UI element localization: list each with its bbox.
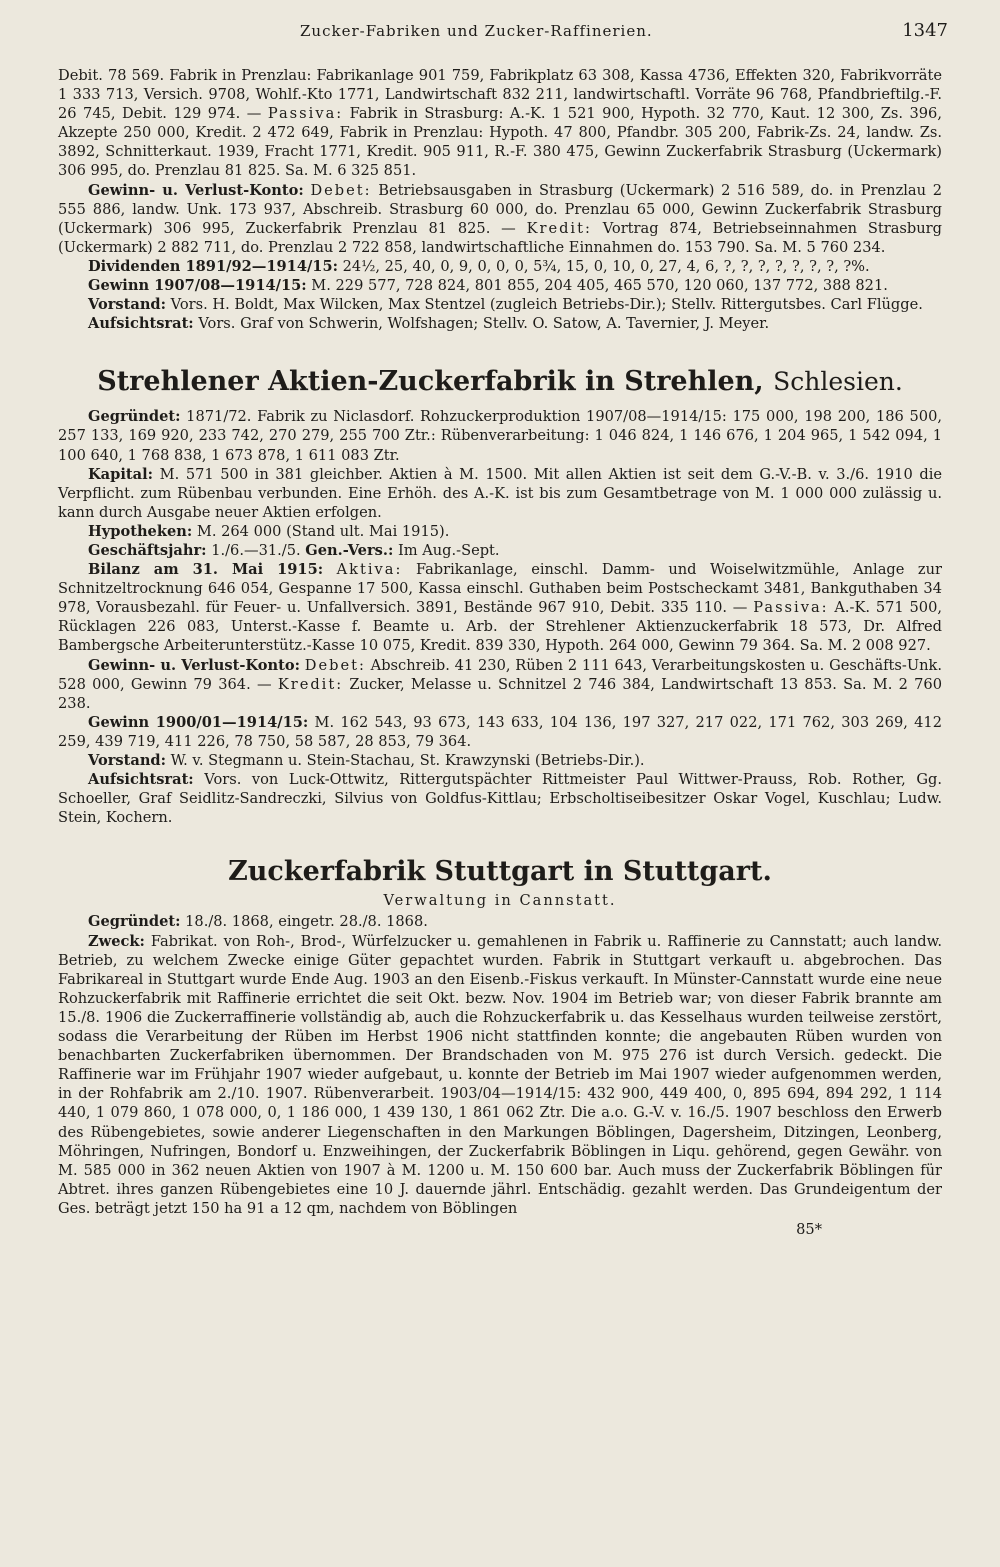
strehlen-ar-text: Vors. von Luck-Ottwitz, Rittergutspächter Rittmeister Paul Wittwer-Prauss, Rob. Rother, Gg. Schoeller, Graf Seidlitz-Sandreczki, Silvius von Goldfus-Kittlau; Erbscholtiseibesitzer Oskar Vogel, Kuschlau; Ludw. Stein, Kochern.: [58, 771, 942, 827]
prev-gv-text2: Vortrag 874, Betriebseinnahmen Strasburg (Uckermark) 2 882 711, do. Prenzlau 2 722 858, landwirtschaftliche Einnahmen do. 153 790. Sa. M. 5 760 234.: [58, 219, 942, 256]
prev-gv-text1: Betriebsausgaben in Strasburg (Uckermark) 2 516 589, do. in Prenzlau 2 555 886, landw. Unk. 173 937, Abschreib. Strasburg 60 000, do. Prenzlau 65 000, Gewinn Zuckerfabrik Strasburg (Uckermark) 306 995, Zuckerfabrik Prenzlau 81 825. —: [58, 181, 942, 237]
strehlen-aktiva-label: Aktiva:: [336, 561, 403, 579]
prev-bilanz-paragraph: [58, 66, 942, 181]
prev-div-label: Dividenden 1891/92—1914/15:: [88, 257, 338, 275]
strehlen-bilanz-paragraph: [58, 560, 942, 655]
strehlen-kapital-label: Kapital:: [88, 465, 154, 483]
running-title: Zucker-Fabriken und Zucker-Raffinerien.: [300, 22, 653, 40]
strehlen-bilanz-text1: Fabrikanlage, einschl. Damm- und Woiselwitzmühle, Anlage zur Schnitzeltrocknung 646 054, Gespanne 17 500, Kassa einschl. Guthaben beim Postscheckamt 3481, Bankguthaben 34 978, Vorausbezahl. für Feuer- u. Unfallversich. 3891, Bestände 967 910, Debit. 335 110. —: [58, 561, 942, 617]
prev-aufsichtsrat-paragraph: [58, 314, 942, 333]
prev-gv-paragraph: [58, 181, 942, 257]
strehlen-guv-debet: Debet:: [304, 656, 366, 674]
strehlen-gj-text: 1./6.—31./5.: [206, 541, 306, 559]
stuttgart-gegr-text: 18./8. 1868, eingetr. 28./8. 1868.: [180, 913, 428, 931]
strehlen-guv-text2: Zucker, Melasse u. Schnitzel 2 746 384, Landwirtschaft 13 853. Sa. M. 2 760 238.: [58, 675, 942, 712]
stuttgart-gegruendet-paragraph: [58, 912, 942, 931]
prev-ar-text: Vors. Graf von Schwerin, Wolfshagen; Stellv. O. Satow, A. Tavernier, J. Meyer.: [193, 315, 770, 333]
strehlen-gegr-label: Gegründet:: [88, 408, 181, 426]
strehlen-gewinn-label: Gewinn 1900/01—1914/15:: [88, 713, 309, 731]
prev-div-text: 24½, 25, 40, 0, 9, 0, 0, 0, 5¾, 15, 0, 10, 0, 27, 4, 6, ?, ?, ?, ?, ?, ?, ?, ?%.: [338, 257, 870, 275]
strehlen-hypotheken-paragraph: [58, 522, 942, 541]
strehlen-hyp-text: M. 264 000 (Stand ult. Mai 1915).: [192, 522, 450, 540]
stuttgart-title: Zuckerfabrik Stuttgart in Stuttgart.: [228, 856, 772, 888]
strehlen-genvers-label: Gen.-Vers.:: [305, 541, 394, 559]
strehlen-vorstand-paragraph: [58, 751, 942, 770]
prev-vorstand-text: Vors. H. Boldt, Max Wilcken, Max Stentzel (zugleich Betriebs-Dir.); Stellv. Rittergutsbes. Carl Flügge.: [166, 296, 923, 314]
prev-debit-text: Debit. 78 569. Fabrik in Prenzlau: Fabrikanlage 901 759, Fabrikplatz 63 308, Kassa 4736, Effekten 320, Fabrikvorräte 1 333 713, Versich. 9708, Wohlf.-Kto 1771, Landwirtschaft 832 211, landwirtschaftl. Vorräte 96 768, Pfandbrieftilg.-F. 26 745, Debit. 129 974. —: [58, 67, 942, 123]
page-number: 1347: [902, 20, 948, 41]
strehlen-gegruendet-paragraph: [58, 407, 942, 464]
strehlen-guv-label: Gewinn- u. Verlust-Konto:: [88, 656, 300, 674]
prev-gv-kredit: Kredit:: [526, 219, 592, 237]
strehlen-title-main: Strehlener Aktien-Zuckerfabrik in Strehlen,: [97, 366, 764, 398]
prev-passiva-label: Passiva:: [267, 105, 344, 123]
strehlen-gegr-text: 1871/72. Fabrik zu Niclasdorf. Rohzuckerproduktion 1907/08—1914/15: 175 000, 198 200, 186 500, 257 133, 169 920, 233 742, 270 279, 255 700 Ztr.: Rübenverarbeitung: 1 046 824, 1 146 676, 1 204 965, 1 542 094, 1 100 640, 1 768 838, 1 673 878, 1 611 083 Ztr.: [58, 408, 942, 464]
strehlen-bilanz-text2: A.-K. 571 500, Rücklagen 226 083, Unterst.-Kasse f. Beamte u. Arb. der Strehlener Aktienzuckerfabrik 18 573, Dr. Alfred Bambergsche Arbeiterunterstütz.-Kasse 10 075, Kredit. 839 330, Hypoth. 264 000, Gewinn 79 364. Sa. M. 2 008 927.: [58, 599, 942, 655]
strehlen-genvers-text: Im Aug.-Sept.: [393, 541, 500, 559]
strehlen-hyp-label: Hypotheken:: [88, 522, 193, 540]
prev-gv-debet: Debet:: [310, 181, 372, 199]
prev-dividenden-paragraph: [58, 257, 942, 276]
strehlen-kapital-paragraph: [58, 465, 942, 522]
strehlen-bilanz-label: Bilanz am 31. Mai 1915:: [88, 561, 324, 579]
strehlen-title-sub: Schlesien.: [773, 367, 903, 397]
strehlen-vorstand-text: W. v. Stegmann u. Stein-Stachau, St. Krawzynski (Betriebs-Dir.).: [166, 752, 645, 769]
prev-gewinn-label: Gewinn 1907/08—1914/15:: [88, 277, 307, 295]
strehlen-guv-paragraph: [58, 656, 942, 713]
strehlen-kapital-text: M. 571 500 in 381 gleichber. Aktien à M. 1500. Mit allen Aktien ist seit dem G.-V.-B. v. 3./6. 1910 die Verpflicht. zum Rübenbau verbunden. Eine Erhöh. des A.-K. ist bis zum Gesamtbetrage von M. 1 000 000 zulässig u. kann durch Ausgabe neuer Aktien erfolgen.: [58, 465, 942, 521]
stuttgart-zweck-label: Zweck:: [88, 932, 145, 950]
prev-passiva-text: Fabrik in Strasburg: A.-K. 1 521 900, Hypoth. 32 770, Kaut. 12 300, Zs. 396, Akzepte 250 000, Kredit. 2 472 649, Fabrik in Prenzlau: Hypoth. 47 800, Pfandbr. 305 200, Fabrik-Zs. 24, landw. Zs. 3892, Schnitterkaut. 1939, Fracht 1771, Kredit. 905 911, R.-F. 380 475, Gewinn Zuckerfabrik Strasburg (Uckermark) 306 995, do. Prenzlau 81 825. Sa. M. 6 325 851.: [58, 105, 942, 180]
prev-gv-label: Gewinn- u. Verlust-Konto:: [88, 181, 304, 199]
strehlen-title: [58, 365, 942, 399]
stuttgart-zweck-text: Fabrikat. von Roh-, Brod-, Würfelzucker u. gemahlenen in Fabrik u. Raffinerie zu Cannstatt; auch landw. Betrieb, zu welchem Zwecke einige Güter gepachtet wurden. Fabrik in Stuttgart verkauft u. abgebrochen. Das Fabrikareal in Stuttgart wurde Ende Aug. 1903 an den Eisenb.-Fiskus verkauft. In Münster-Cannstatt wurde eine neue Rohzuckerfabrik mit Raffinerie errichtet die seit Okt. bezw. Nov. 1904 im Betrieb war; von dieser Fabrik brannte am 15./8. 1906 die Zuckerraffinerie vollständig ab, auch die Rohzuckerfabrik u. das Kesselhaus wurden teilweise zerstört, sodass die Verarbeitung der Rüben im Herbst 1906 nicht stattfinden konnte; die angebauten Rüben wurden von benachbarten Zuckerfabriken übernommen. Der Brandschaden von M. 975 276 ist durch Versich. gedeckt. Die Raffinerie war im Frühjahr 1907 wieder aufgebaut, u. konnte der Betrieb im Mai 1907 wieder aufgenommen werden, in der Rohfabrik am 2./10. 1907. Rübenverarbeit. 1903/04—1914/15: 432 900, 449 400, 0, 895 694, 894 292, 1 114 440, 1 079 860, 1 078 000, 0, 1 186 000, 1 439 130, 1 861 062 Ztr. Die a.o. G.-V. v. 16./5. 1907 beschloss den Erwerb des Rübengebietes, sowie anderer Liegenschaften in den Markungen Böblingen, Dagersheim, Ditzingen, Leonberg, Möhringen, Nufringen, Bondorf u. Enzweihingen, der Zuckerfabrik Böblingen in Liqu. gehörend, gegen Gewähr. von M. 585 000 in 362 neuen Aktien von 1907 à M. 1200 u. M. 150 600 bar. Auch muss der Zuckerfabrik Böblingen für Abtret. ihres ganzen Rübengebietes eine 10 J. dauernde jährl. Entschädig. gezahlt werden. Das Grundeigentum der Ges. beträgt jetzt 150 ha 91 a 12 qm, nachdem von Böblingen: [58, 932, 942, 1217]
strehlen-gewinn-paragraph: [58, 713, 942, 751]
page-content: [58, 66, 942, 1239]
prev-ar-label: Aufsichtsrat:: [88, 315, 194, 333]
strehlen-geschaeftsjahr-paragraph: [58, 541, 942, 560]
strehlen-passiva-label: Passiva:: [753, 599, 829, 617]
prev-gewinn-paragraph: [58, 276, 942, 295]
prev-vorstand-label: Vorstand:: [88, 296, 167, 314]
strehlen-aufsichtsrat-paragraph: [58, 770, 942, 827]
stuttgart-subtitle: Verwaltung in Cannstatt.: [383, 892, 617, 910]
strehlen-ar-label: Aufsichtsrat:: [88, 771, 194, 789]
strehlen-gj-label: Geschäftsjahr:: [88, 541, 207, 559]
prev-vorstand-paragraph: [58, 295, 942, 314]
page-header: [0, 20, 1000, 46]
prev-gewinn-text: M. 229 577, 728 824, 801 855, 204 405, 465 570, 120 060, 137 772, 388 821.: [306, 277, 888, 295]
stuttgart-gegr-label: Gegründet:: [88, 913, 181, 931]
signature-mark: 85*: [796, 1220, 822, 1238]
strehlen-guv-text1: Abschreib. 41 230, Rüben 2 111 643, Verarbeitungskosten u. Geschäfts-Unk. 528 000, Gewinn 79 364. —: [58, 656, 943, 693]
strehlen-vorstand-label: Vorstand:: [88, 752, 167, 769]
strehlen-guv-kredit: Kredit:: [277, 675, 344, 693]
stuttgart-zweck-paragraph: [58, 932, 942, 1218]
strehlen-gewinn-text: M. 162 543, 93 673, 143 633, 104 136, 197 327, 217 022, 171 762, 303 269, 412 259, 439 719, 411 226, 78 750, 58 587, 28 853, 79 364.: [58, 713, 942, 750]
